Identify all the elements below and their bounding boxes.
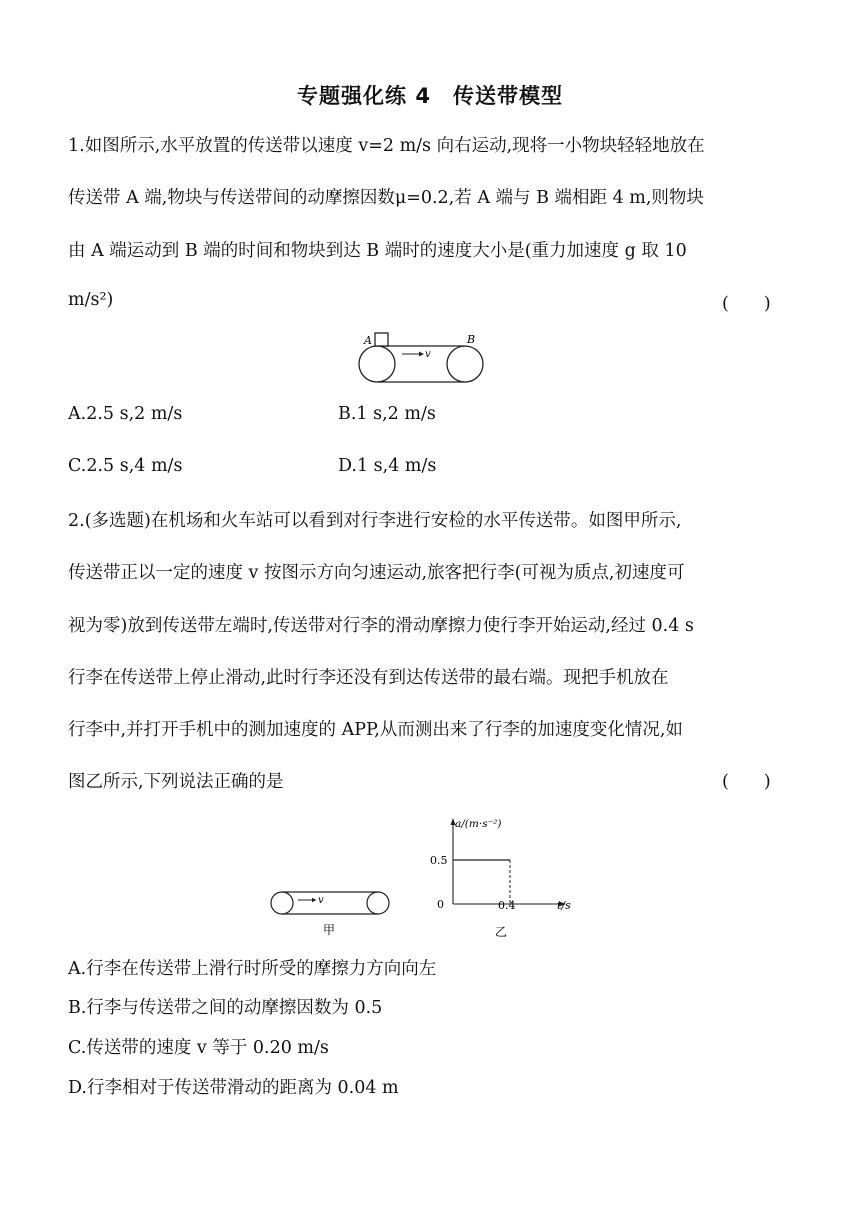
right-roller: [447, 346, 483, 382]
label-v: v: [425, 349, 431, 360]
caption-yi: 乙: [495, 925, 508, 939]
q2-acceleration-graph-yi: [425, 814, 580, 940]
label-a: A: [364, 334, 372, 347]
q2-option-b: B.行李与传送带之间的动摩擦因数为 0.5: [68, 998, 383, 1018]
q2-line-5: 行李中,并打开手机中的测加速度的 APP,从而测出来了行李的加速度变化情况,如: [68, 720, 683, 740]
q1-line-2: 传送带 A 端,物块与传送带间的动摩擦因数μ=0.2,若 A 端与 B 端相距 4 m,则物块: [68, 188, 704, 208]
x-axis-label: t/s: [557, 899, 571, 912]
q1-line-4: m/s²): [68, 290, 114, 310]
left-roller: [359, 346, 395, 382]
q2-option-c: C.传送带的速度 v 等于 0.20 m/s: [68, 1038, 329, 1058]
q2-line-1: 2.(多选题)在机场和火车站可以看到对行李进行安检的水平传送带。如图甲所示,: [68, 511, 682, 531]
caption-jia: 甲: [323, 923, 336, 937]
origin-label: 0: [437, 898, 444, 911]
q2-option-a: A.行李在传送带上滑行时所受的摩擦力方向向左: [68, 959, 437, 979]
left-roller: [271, 892, 293, 914]
q1-option-c: C.2.5 s,4 m/s: [68, 456, 183, 476]
y-tick-label: 0.5: [430, 854, 448, 867]
q2-line-4: 行李在传送带上停止滑动,此时行李还没有到达传送带的最右端。现把手机放在: [68, 668, 669, 688]
right-roller: [367, 892, 389, 914]
q1-option-b: B.1 s,2 m/s: [338, 404, 436, 424]
q2-line-3: 视为零)放到传送带左端时,传送带对行李的滑动摩擦力使行李开始运动,经过 0.4 s: [68, 616, 694, 636]
q1-line-3: 由 A 端运动到 B 端的时间和物块到达 B 端时的速度大小是(重力加速度 g 取 10: [68, 241, 687, 261]
q2-option-d: D.行李相对于传送带滑动的距离为 0.04 m: [68, 1078, 399, 1098]
block: [375, 333, 388, 346]
q1-answer-paren: ( ): [722, 294, 771, 314]
x-tick-label: 0.4: [498, 899, 516, 912]
q2-answer-paren: ( ): [722, 772, 771, 792]
q1-option-d: D.1 s,4 m/s: [338, 456, 437, 476]
q1-conveyor-figure: [355, 330, 490, 386]
label-b: B: [467, 333, 476, 346]
page-title: 专题强化练 4 传送带模型: [297, 84, 563, 108]
q2-conveyor-figure-jia: [268, 886, 393, 940]
label-v: v: [318, 895, 324, 906]
q2-line-6: 图乙所示,下列说法正确的是: [68, 772, 284, 792]
q1-option-a: A.2.5 s,2 m/s: [68, 404, 183, 424]
q1-line-1: 1.如图所示,水平放置的传送带以速度 v=2 m/s 向右运动,现将一小物块轻轻地放在: [68, 136, 705, 156]
y-axis-label: a/(m·s⁻²): [455, 818, 502, 830]
q2-line-2: 传送带正以一定的速度 v 按图示方向匀速运动,旅客把行李(可视为质点,初速度可: [68, 563, 685, 583]
